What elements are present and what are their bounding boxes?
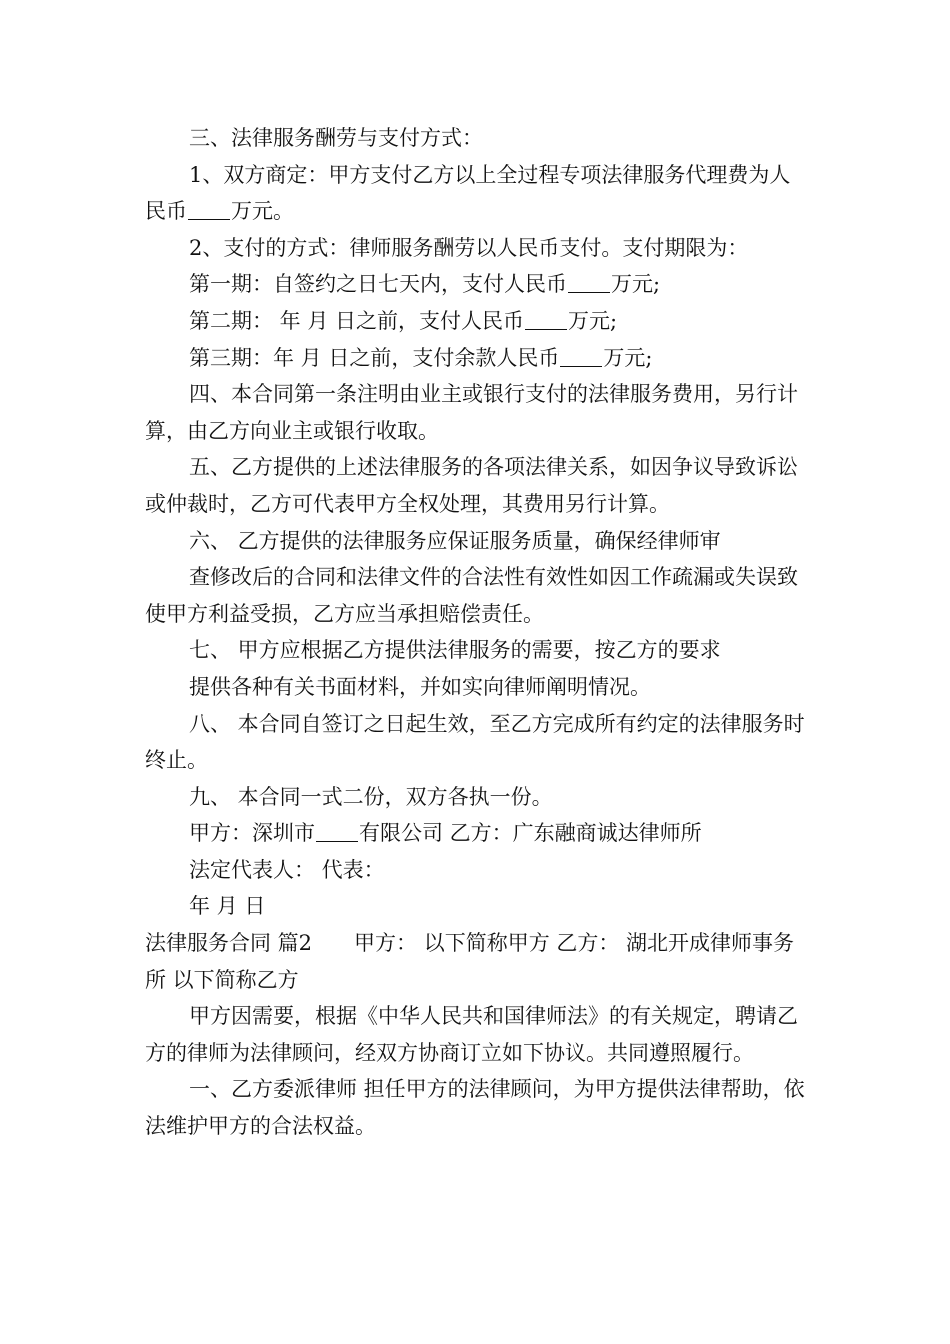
section-7-continuation: 提供各种有关书面材料，并如实向律师阐明情况。 — [189, 674, 651, 699]
payment-phase-1: 第一期：自签约之日七天内，支付人民币 万元; — [189, 272, 661, 297]
section-4: 四、本合同第一条注明由业主或银行支付的法律服务费用，另行计算，由乙方向业主或银行收取。 — [145, 382, 798, 443]
amount-blank — [560, 345, 602, 367]
document-body — [145, 120, 810, 1145]
company-name-blank — [316, 820, 358, 842]
section-3-heading: 三、法律服务酬劳与支付方式： — [189, 126, 483, 150]
date-line: 年 月 日 — [189, 894, 266, 919]
section-5: 五、乙方提供的上述法律服务的各项法律关系，如因争议导致诉讼或仲裁时，乙方可代表甲方全权处理，其费用另行计算。 — [145, 455, 798, 516]
payment-phase-3: 第三期：年 月 日之前，支付余款人民币 万元; — [189, 345, 653, 370]
amount-blank — [188, 198, 230, 220]
representatives-line: 法定代表人： 代表： — [189, 857, 385, 882]
payment-phase-2: 第二期： 年 月 日之前，支付人民币 万元; — [189, 308, 618, 333]
section-9: 九、 本合同一式二份，双方各执一份。 — [189, 784, 553, 809]
clause-3-2: 2、支付的方式：律师服务酬劳以人民币支付。支付期限为： — [189, 235, 749, 260]
contract-2-section-1: 一、乙方委派律师 担任甲方的法律顾问，为甲方提供法律帮助，依法维护甲方的合法权益。 — [145, 1077, 805, 1139]
parties-line: 甲方：深圳市 有限公司 乙方：广东融商诚达律师所 — [189, 821, 702, 846]
section-6-line-1: 六、 乙方提供的法律服务应保证服务质量，确保经律师审 — [189, 528, 721, 553]
contract-2-header: 法律服务合同 篇2 甲方： 以下简称甲方 乙方： 湖北开成律师事务所 以下简称乙方 — [145, 931, 795, 992]
section-6-continuation: 查修改后的合同和法律文件的合法性有效性如因工作疏漏或失误致使甲方利益受损，乙方应当承担赔偿责任。 — [145, 565, 798, 626]
contract-2-preamble: 甲方因需要，根据《中华人民共和国律师法》的有关规定，聘请乙方的律师为法律顾问，经双方协商订立如下协议。共同遵照履行。 — [145, 1004, 798, 1065]
amount-blank — [568, 271, 610, 293]
section-8: 八、 本合同自签订之日起生效，至乙方完成所有约定的法律服务时终止。 — [145, 711, 805, 773]
section-7-line-1: 七、 甲方应根据乙方提供法律服务的需要，按乙方的要求 — [189, 638, 721, 663]
clause-3-1: 1、双方商定：甲方支付乙方以上全过程专项法律服务代理费为人民币 万元。 — [145, 162, 791, 224]
amount-blank — [525, 308, 567, 330]
